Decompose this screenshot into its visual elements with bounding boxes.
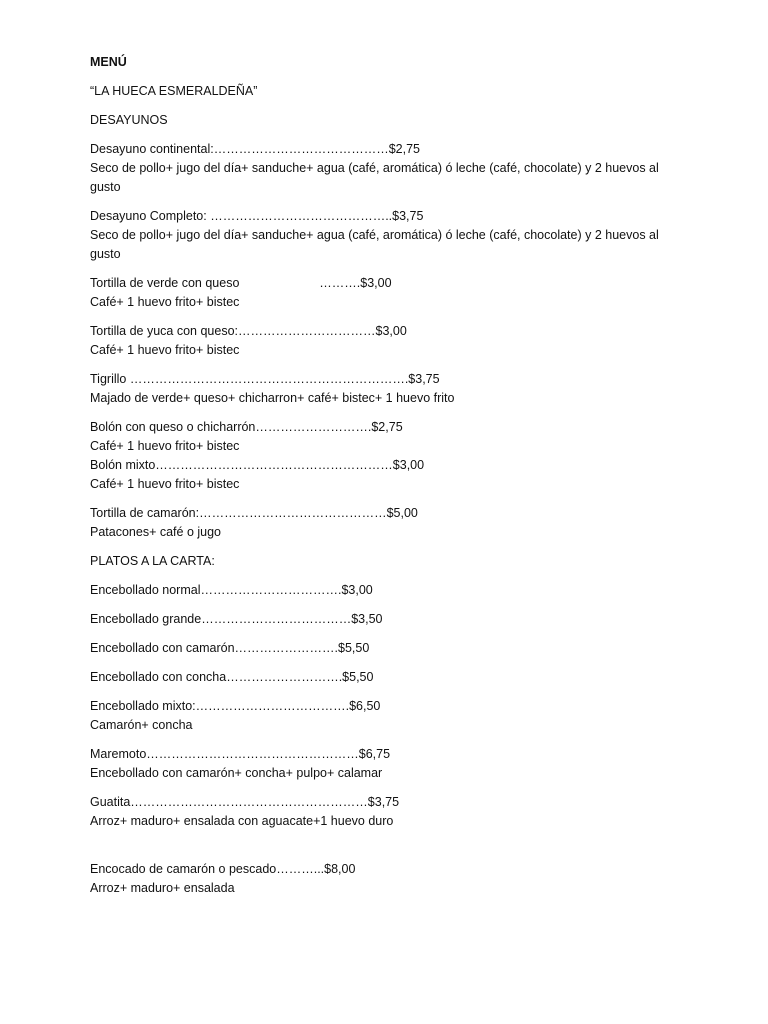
item-name-price: Bolón mixto…………………………………………………$3,00: [90, 458, 425, 472]
item-name-price: Tortilla de camarón:………………………………………$5,00: [90, 506, 418, 520]
item-description: Camarón+ concha: [90, 718, 193, 732]
menu-item: Encebollado con camarón…………………….$5,50: [90, 641, 370, 655]
item-name-price: Encocado de camarón o pescado………...$8,00: [90, 862, 356, 876]
item-name-price: Encebollado mixto:……………………………….$6,50: [90, 699, 381, 713]
item-description: Café+ 1 huevo frito+ bistec: [90, 477, 240, 491]
restaurant-name: “LA HUECA ESMERALDEÑA”: [90, 84, 258, 98]
item-description: Majado de verde+ queso+ chicharron+ café+ bistec+ 1 huevo frito: [90, 391, 455, 405]
item-description: Café+ 1 huevo frito+ bistec: [90, 439, 240, 453]
item-name-price: Desayuno continental:……………………………………$2,75: [90, 142, 420, 156]
item-name-price: Desayuno Completo: ……………………………………..$3,75: [90, 209, 424, 223]
menu-item: Encebollado normal…………………………….$3,00: [90, 583, 373, 597]
item-description: Arroz+ maduro+ ensalada con aguacate+1 huevo duro: [90, 814, 394, 828]
menu-document: [90, 53, 690, 898]
menu-item: Encebollado con concha……………………….$5,50: [90, 670, 374, 684]
menu-item: [90, 697, 690, 735]
menu-item: [90, 745, 690, 783]
menu-item: [90, 140, 690, 197]
menu-item: [90, 860, 690, 898]
menu-item: [90, 322, 690, 360]
menu-item: [90, 504, 690, 542]
item-name-price: Tigrillo ………………………………………………………….$3,75: [90, 372, 440, 386]
menu-item-bolon: [90, 418, 690, 494]
item-description: Seco de pollo+ jugo del día+ sanduche+ agua (café, aromática) ó leche (café, chocolate) y 2 huevos al gusto: [90, 161, 659, 194]
menu-item: Encebollado grande………………………………$3,50: [90, 612, 383, 626]
menu-title: MENÚ: [90, 55, 127, 69]
item-description: Encebollado con camarón+ concha+ pulpo+ calamar: [90, 766, 383, 780]
item-name-price: Maremoto……………………………………………$6,75: [90, 747, 391, 761]
item-name-price: Tortilla de verde con queso ……….$3,00: [90, 276, 392, 290]
item-name-price: Bolón con queso o chicharrón……………………….$2,75: [90, 420, 403, 434]
breakfast-heading: DESAYUNOS: [90, 113, 168, 127]
item-name-price: Guatita…………………………………………………$3,75: [90, 795, 400, 809]
item-description: Arroz+ maduro+ ensalada: [90, 881, 235, 895]
item-name-price: Tortilla de yuca con queso:……………………………$3,00: [90, 324, 407, 338]
menu-item: [90, 370, 690, 408]
menu-item: [90, 207, 690, 264]
item-description: Patacones+ café o jugo: [90, 525, 221, 539]
menu-item: [90, 793, 690, 831]
item-description: Café+ 1 huevo frito+ bistec: [90, 343, 240, 357]
item-description: Café+ 1 huevo frito+ bistec: [90, 295, 240, 309]
carta-heading: PLATOS A LA CARTA:: [90, 554, 215, 568]
menu-item: [90, 274, 690, 312]
item-description: Seco de pollo+ jugo del día+ sanduche+ agua (café, aromática) ó leche (café, chocolate) y 2 huevos al gusto: [90, 228, 659, 261]
